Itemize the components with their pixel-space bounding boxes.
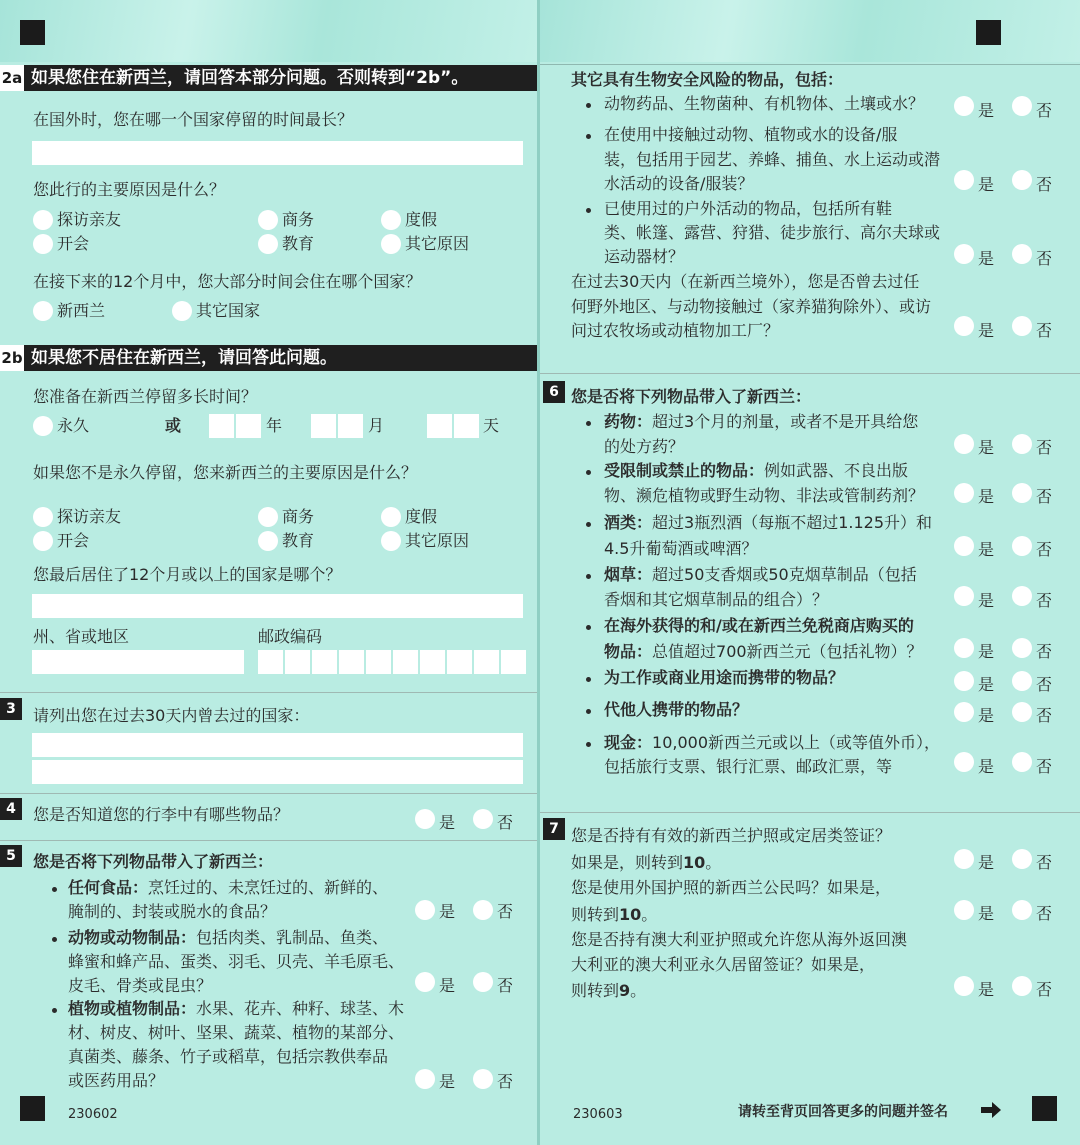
divider xyxy=(540,812,1080,813)
yes-label: 是 xyxy=(978,101,995,120)
option-label: 其它国家 xyxy=(196,301,261,320)
no-label: 否 xyxy=(497,1072,514,1091)
item-text: 植物或植物制品：水果、花卉、种籽、球茎、木 xyxy=(68,999,405,1018)
no-radio[interactable] xyxy=(1012,244,1032,264)
longest-stay-country-input[interactable] xyxy=(32,141,523,165)
left-page xyxy=(0,0,537,1145)
no-radio[interactable] xyxy=(1012,900,1032,920)
yes-label: 是 xyxy=(439,902,456,921)
section-number: 7 xyxy=(543,818,565,840)
question-label: 则转到9。 xyxy=(571,981,647,1000)
yes-label: 是 xyxy=(439,976,456,995)
bullet xyxy=(586,625,591,630)
no-radio[interactable] xyxy=(1012,752,1032,772)
question-label: 如果是，则转到10。 xyxy=(571,853,722,872)
item-text: 药物：超过3个月的剂量，或者不是开具给您 xyxy=(604,412,919,431)
reason-radio-other[interactable] xyxy=(381,531,401,551)
registration-mark xyxy=(20,20,45,45)
reason-radio-conference[interactable] xyxy=(33,234,53,254)
no-label: 否 xyxy=(1036,706,1053,725)
stay-radio-permanent[interactable] xyxy=(33,416,53,436)
item-text: 为工作或商业用途而携带的物品？ xyxy=(604,668,845,687)
item-text: 皮毛、骨类或昆虫？ xyxy=(68,976,213,995)
option-label: 度假 xyxy=(405,507,438,526)
bullet xyxy=(586,134,591,139)
no-radio[interactable] xyxy=(1012,316,1032,336)
bullet xyxy=(586,421,591,426)
section-title: 如果您不居住在新西兰，请回答此问题。 xyxy=(31,348,337,368)
item-text: 在使用中接触过动物、植物或水的设备/服 xyxy=(604,125,898,144)
section-title: 您是否将下列物品带入了新西兰： xyxy=(571,387,812,406)
section-number: 6 xyxy=(543,381,565,403)
yes-label: 是 xyxy=(978,438,995,457)
bullet xyxy=(586,470,591,475)
item-text: 腌制的、封装或脱水的食品？ xyxy=(68,902,277,921)
no-radio[interactable] xyxy=(1012,536,1032,556)
no-radio[interactable] xyxy=(1012,96,1032,116)
reason-radio-visit[interactable] xyxy=(33,507,53,527)
yes-radio[interactable] xyxy=(954,586,974,606)
field-label: 州、省或地区 xyxy=(33,627,130,646)
item-text: 动物或动物制品：包括肉类、乳制品、鱼类、 xyxy=(68,928,389,947)
item-text: 香烟和其它烟草制品的组合）？ xyxy=(604,590,829,609)
question-label: 您准备在新西兰停留多长时间？ xyxy=(33,387,258,406)
item-text: 现金：10,000新西兰元或以上（或等值外币）， xyxy=(604,733,941,752)
yes-label: 是 xyxy=(978,540,995,559)
section-title: 您是否将下列物品带入了新西兰： xyxy=(33,852,274,871)
bullet xyxy=(586,574,591,579)
yes-label: 是 xyxy=(978,175,995,194)
option-label: 探访亲友 xyxy=(57,210,122,229)
countries-visited-input[interactable] xyxy=(32,733,523,757)
yes-label: 是 xyxy=(978,853,995,872)
no-radio[interactable] xyxy=(473,809,493,829)
yes-radio[interactable] xyxy=(954,244,974,264)
section-title: 如果您住在新西兰，请回答本部分问题。否则转到“2b”。 xyxy=(31,68,469,88)
countries-visited-input[interactable] xyxy=(32,760,523,784)
no-radio[interactable] xyxy=(1012,483,1032,503)
item-text: 包括旅行支票、银行汇票、邮政汇票，等 xyxy=(604,757,893,776)
section-number: 4 xyxy=(0,798,22,820)
divider xyxy=(0,793,537,794)
yes-radio[interactable] xyxy=(415,972,435,992)
question-label: 大利亚的澳大利亚永久居留签证？如果是， xyxy=(571,955,876,974)
yes-label: 是 xyxy=(978,591,995,610)
bullet xyxy=(52,887,57,892)
section-number: 3 xyxy=(0,698,22,720)
item-text: 或医药用品？ xyxy=(68,1071,165,1090)
item-text: 水活动的设备/服装？ xyxy=(604,174,754,193)
question-label: 如果您不是永久停留，您来新西兰的主要原因是什么？ xyxy=(33,463,418,482)
item-text: 装，包括用于园艺、养蜂、捕鱼、水上运动或潜 xyxy=(604,150,941,169)
yes-radio[interactable] xyxy=(954,316,974,336)
yes-radio[interactable] xyxy=(954,900,974,920)
no-radio[interactable] xyxy=(1012,638,1032,658)
yes-label: 是 xyxy=(978,706,995,725)
no-label: 否 xyxy=(1036,249,1053,268)
option-label: 其它原因 xyxy=(405,234,470,253)
yes-radio[interactable] xyxy=(954,434,974,454)
item-text: 的处方药？ xyxy=(604,437,685,456)
registration-mark xyxy=(20,1096,45,1121)
item-text: 真菌类、藤条、竹子或稻草，包括宗教供奉品 xyxy=(68,1047,389,1066)
yes-radio[interactable] xyxy=(954,170,974,190)
reason-radio-education[interactable] xyxy=(258,234,278,254)
bullet xyxy=(586,103,591,108)
bullet xyxy=(586,742,591,747)
question-label: 问过农牧场或动植物加工厂？ xyxy=(571,321,780,340)
state-input[interactable] xyxy=(32,650,244,674)
no-radio[interactable] xyxy=(1012,434,1032,454)
yes-radio[interactable] xyxy=(954,483,974,503)
reason-radio-other[interactable] xyxy=(381,234,401,254)
no-label: 否 xyxy=(1036,487,1053,506)
option-label: 教育 xyxy=(282,234,315,253)
yes-radio[interactable] xyxy=(415,809,435,829)
item-text: 类、帐篷、露营、狩猎、徒步旅行、高尔夫球或 xyxy=(604,223,941,242)
yes-radio[interactable] xyxy=(954,752,974,772)
no-label: 否 xyxy=(1036,642,1053,661)
section-number: 2a xyxy=(0,65,24,91)
no-radio[interactable] xyxy=(1012,170,1032,190)
divider xyxy=(540,373,1080,374)
header-band xyxy=(0,0,537,62)
option-label: 商务 xyxy=(282,210,315,229)
arrow-right-icon xyxy=(980,1101,1002,1119)
registration-mark xyxy=(976,20,1001,45)
last-country-input[interactable] xyxy=(32,594,523,618)
no-radio[interactable] xyxy=(1012,849,1032,869)
yes-label: 是 xyxy=(978,904,995,923)
no-label: 否 xyxy=(1036,757,1053,776)
item-text: 运动器材？ xyxy=(604,247,685,266)
yes-radio[interactable] xyxy=(954,96,974,116)
no-label: 否 xyxy=(497,976,514,995)
yes-radio[interactable] xyxy=(954,702,974,722)
question-label: 您是否持有澳大利亚护照或允许您从海外返回澳 xyxy=(571,930,908,949)
bullet xyxy=(586,522,591,527)
bullet xyxy=(586,677,591,682)
divider xyxy=(0,692,537,693)
question-label: 请列出您在过去30天内曾去过的国家： xyxy=(33,706,310,725)
yes-label: 是 xyxy=(978,249,995,268)
yes-radio[interactable] xyxy=(415,900,435,920)
question-label: 您是否知道您的行李中有哪些物品？ xyxy=(33,805,290,824)
reason-radio-holiday[interactable] xyxy=(381,507,401,527)
question-label: 您此行的主要原因是什么？ xyxy=(33,180,226,199)
yes-radio[interactable] xyxy=(954,536,974,556)
no-label: 否 xyxy=(1036,438,1053,457)
form-code: 230602 xyxy=(68,1107,118,1122)
right-page xyxy=(540,0,1080,1145)
yes-radio[interactable] xyxy=(954,849,974,869)
item-text: 代他人携带的物品？ xyxy=(604,700,749,719)
question-label: 您是使用外国护照的新西兰公民吗？如果是， xyxy=(571,878,892,897)
no-radio[interactable] xyxy=(1012,976,1032,996)
yes-label: 是 xyxy=(978,675,995,694)
no-label: 否 xyxy=(1036,101,1053,120)
yes-label: 是 xyxy=(978,757,995,776)
reason-radio-conference[interactable] xyxy=(33,531,53,551)
days-input[interactable] xyxy=(427,414,481,438)
option-label: 永久 xyxy=(57,416,90,435)
yes-radio[interactable] xyxy=(954,976,974,996)
item-text: 在海外获得的和/或在新西兰免税商店购买的 xyxy=(604,616,914,635)
yes-radio[interactable] xyxy=(415,1069,435,1089)
section-2a-header xyxy=(0,65,537,91)
divider xyxy=(0,840,537,841)
item-text: 材、树皮、树叶、坚果、蔬菜、植物的某部分、 xyxy=(68,1023,405,1042)
country-radio-other[interactable] xyxy=(172,301,192,321)
footer-instruction: 请转至背页回答更多的问题并签名 xyxy=(738,1104,948,1120)
no-radio[interactable] xyxy=(473,972,493,992)
no-label: 否 xyxy=(1036,980,1053,999)
option-label: 开会 xyxy=(57,234,90,253)
question-label: 在过去30天内（在新西兰境外），您是否曾去过任 xyxy=(571,272,920,291)
no-label: 否 xyxy=(1036,540,1053,559)
no-radio[interactable] xyxy=(1012,671,1032,691)
unit-label: 年 xyxy=(266,416,283,435)
item-text: 受限制或禁止的物品：例如武器、不良出版 xyxy=(604,461,909,480)
no-radio[interactable] xyxy=(1012,586,1032,606)
no-label: 否 xyxy=(1036,904,1053,923)
option-label: 开会 xyxy=(57,531,90,550)
item-text: 蜂蜜和蜂产品、蛋类、羽毛、贝壳、羊毛原毛、 xyxy=(68,952,405,971)
item-text: 4.5升葡萄酒或啤酒？ xyxy=(604,539,758,558)
question-label: 您最后居住了12个月或以上的国家是哪个？ xyxy=(33,565,342,584)
reason-radio-education[interactable] xyxy=(258,531,278,551)
option-label: 度假 xyxy=(405,210,438,229)
bullet xyxy=(52,937,57,942)
divider xyxy=(540,64,1080,65)
unit-label: 天 xyxy=(483,416,500,435)
item-text: 动物药品、生物菌种、有机物体、土壤或水？ xyxy=(604,94,925,113)
no-label: 否 xyxy=(1036,675,1053,694)
question-label: 您是否持有有效的新西兰护照或定居类签证？ xyxy=(571,826,892,845)
yes-label: 是 xyxy=(978,487,995,506)
no-radio[interactable] xyxy=(1012,702,1032,722)
option-label: 商务 xyxy=(282,507,315,526)
yes-label: 是 xyxy=(978,980,995,999)
no-label: 否 xyxy=(1036,175,1053,194)
item-text: 物、濒危植物或野生动物、非法或管制药剂？ xyxy=(604,486,925,505)
item-text: 物品：总值超过700新西兰元（包括礼物）？ xyxy=(604,642,923,661)
yes-label: 是 xyxy=(439,813,456,832)
yes-radio[interactable] xyxy=(954,638,974,658)
no-label: 否 xyxy=(1036,591,1053,610)
no-label: 否 xyxy=(1036,321,1053,340)
no-radio[interactable] xyxy=(473,900,493,920)
reason-radio-business[interactable] xyxy=(258,210,278,230)
question-label: 则转到10。 xyxy=(571,905,658,924)
reason-radio-visit[interactable] xyxy=(33,210,53,230)
question-label: 在国外时，您在哪一个国家停留的时间最长？ xyxy=(33,110,354,129)
option-label: 新西兰 xyxy=(57,301,106,320)
no-radio[interactable] xyxy=(473,1069,493,1089)
reason-radio-business[interactable] xyxy=(258,507,278,527)
section-title: 其它具有生物安全风险的物品，包括： xyxy=(571,70,844,89)
bullet xyxy=(586,208,591,213)
no-label: 否 xyxy=(1036,853,1053,872)
option-label: 教育 xyxy=(282,531,315,550)
section-number: 5 xyxy=(0,845,22,867)
reason-radio-holiday[interactable] xyxy=(381,210,401,230)
no-label: 否 xyxy=(497,902,514,921)
unit-label: 月 xyxy=(368,416,385,435)
yes-radio[interactable] xyxy=(954,671,974,691)
country-radio-nz[interactable] xyxy=(33,301,53,321)
yes-label: 是 xyxy=(439,1072,456,1091)
form-code: 230603 xyxy=(573,1107,623,1122)
yes-label: 是 xyxy=(978,642,995,661)
postcode-input[interactable] xyxy=(258,650,528,674)
no-label: 否 xyxy=(497,813,514,832)
bullet xyxy=(52,1008,57,1013)
question-label: 何野外地区、与动物接触过（家养猫狗除外）、或访 xyxy=(571,297,932,316)
item-text: 任何食品：烹饪过的、未烹饪过的、新鲜的、 xyxy=(68,878,389,897)
question-label: 在接下来的12个月中，您大部分时间会住在哪个国家？ xyxy=(33,272,422,291)
or-label: 或 xyxy=(165,416,182,435)
months-input[interactable] xyxy=(311,414,365,438)
field-label: 邮政编码 xyxy=(258,627,323,646)
section-2b-header xyxy=(0,345,537,371)
years-input[interactable] xyxy=(209,414,263,438)
option-label: 其它原因 xyxy=(405,531,470,550)
item-text: 烟草：超过50支香烟或50克烟草制品（包括 xyxy=(604,565,917,584)
option-label: 探访亲友 xyxy=(57,507,122,526)
item-text: 酒类：超过3瓶烈酒（每瓶不超过1.125升）和 xyxy=(604,513,933,532)
bullet xyxy=(586,709,591,714)
item-text: 已使用过的户外活动的物品，包括所有鞋 xyxy=(604,199,893,218)
yes-label: 是 xyxy=(978,321,995,340)
section-number: 2b xyxy=(0,345,24,371)
registration-mark xyxy=(1032,1096,1057,1121)
